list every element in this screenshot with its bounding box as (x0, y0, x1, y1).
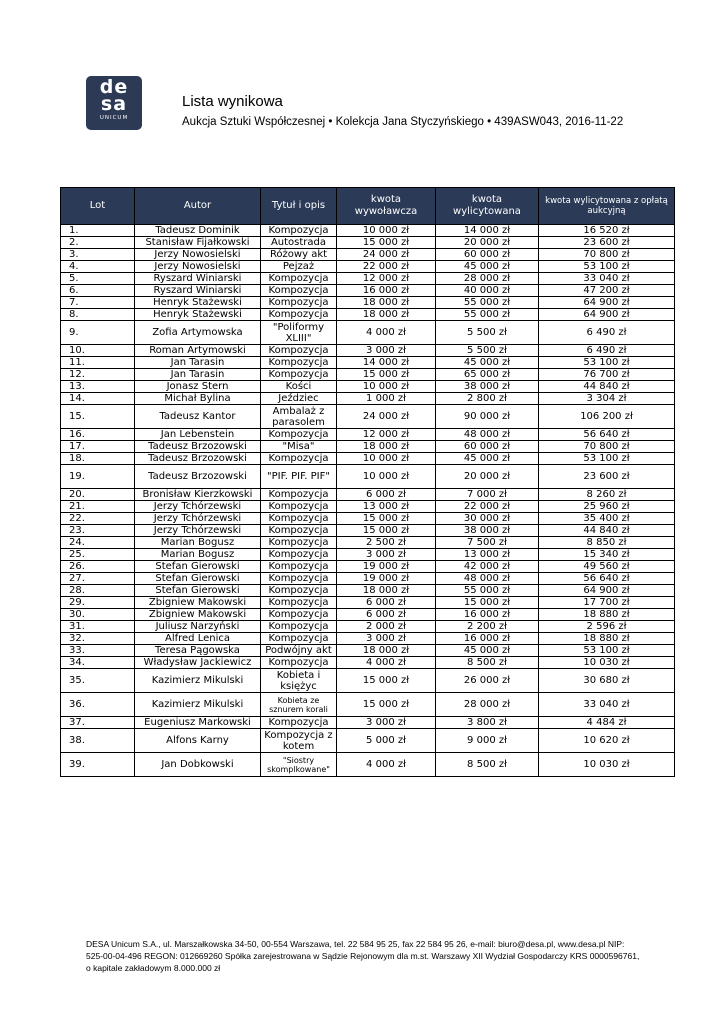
author-cell: Jerzy Tchórzewski (135, 513, 261, 525)
author-cell: Henryk Stażewski (135, 309, 261, 321)
premium-price-cell: 16 520 zł (539, 225, 675, 237)
author-cell: Teresa Pągowska (135, 645, 261, 657)
author-cell: Tadeusz Brzozowski (135, 441, 261, 453)
hammer-price-cell: 7 500 zł (436, 537, 539, 549)
lot-cell: 38. (61, 729, 135, 753)
author-cell: Michał Bylina (135, 393, 261, 405)
author-cell: Jerzy Tchórzewski (135, 501, 261, 513)
hammer-price-cell: 20 000 zł (436, 237, 539, 249)
lot-cell: 5. (61, 273, 135, 285)
hammer-price-cell: 14 000 zł (436, 225, 539, 237)
auction-subtitle: Aukcja Sztuki Współczesnej • Kolekcja Jana Styczyńskiego • 439ASW043, 2016-11-22 (182, 116, 624, 128)
table-row (61, 261, 675, 273)
lot-cell: 13. (61, 381, 135, 393)
table-row (61, 297, 675, 309)
footer-line: o kapitale zakładowym 8.000.000 zł (86, 963, 221, 973)
author-cell: Jonasz Stern (135, 381, 261, 393)
table-row (61, 525, 675, 537)
lot-cell: 39. (61, 753, 135, 777)
start-price-cell: 15 000 zł (337, 525, 436, 537)
hammer-price-cell: 40 000 zł (436, 285, 539, 297)
table-row (61, 357, 675, 369)
start-price-cell: 3 000 zł (337, 633, 436, 645)
start-price-cell: 18 000 zł (337, 585, 436, 597)
author-cell: Bronisław Kierzkowski (135, 489, 261, 501)
table-row (61, 717, 675, 729)
start-price-cell: 3 000 zł (337, 549, 436, 561)
author-cell: Zbigniew Makowski (135, 609, 261, 621)
lot-cell: 15. (61, 405, 135, 429)
title-cell: Kompozycja (261, 621, 337, 633)
title-cell: Kompozycja (261, 285, 337, 297)
hammer-price-cell: 45 000 zł (436, 357, 539, 369)
hammer-price-cell: 45 000 zł (436, 453, 539, 465)
lot-cell: 30. (61, 609, 135, 621)
table-row (61, 657, 675, 669)
hammer-price-cell: 55 000 zł (436, 297, 539, 309)
table-row (61, 561, 675, 573)
author-cell: Tadeusz Kantor (135, 405, 261, 429)
lot-cell: 17. (61, 441, 135, 453)
hammer-price-cell: 60 000 zł (436, 441, 539, 453)
title-cell: Kompozycja (261, 549, 337, 561)
hammer-price-cell: 20 000 zł (436, 465, 539, 489)
table-row (61, 453, 675, 465)
logo-text-de: de (99, 76, 129, 98)
title-cell: Kompozycja (261, 273, 337, 285)
start-price-cell: 10 000 zł (337, 453, 436, 465)
premium-price-cell: 70 800 zł (539, 249, 675, 261)
premium-price-cell: 64 900 zł (539, 309, 675, 321)
table-row (61, 513, 675, 525)
hammer-price-cell: 16 000 zł (436, 609, 539, 621)
lot-cell: 9. (61, 321, 135, 345)
hammer-price-cell: 65 000 zł (436, 369, 539, 381)
title-cell: Kompozycja (261, 597, 337, 609)
hammer-price-cell: 5 500 zł (436, 321, 539, 345)
premium-price-cell: 56 640 zł (539, 573, 675, 585)
lot-cell: 12. (61, 369, 135, 381)
table-row (61, 501, 675, 513)
author-cell: Kazimierz Mikulski (135, 693, 261, 717)
premium-price-cell: 49 560 zł (539, 561, 675, 573)
title-cell: Jeździec (261, 393, 337, 405)
author-cell: Kazimierz Mikulski (135, 669, 261, 693)
author-cell: Stefan Gierowski (135, 561, 261, 573)
author-cell: Roman Artymowski (135, 345, 261, 357)
table-row (61, 693, 675, 717)
premium-price-cell: 53 100 zł (539, 645, 675, 657)
hammer-price-cell: 26 000 zł (436, 669, 539, 693)
hammer-price-cell: 48 000 zł (436, 573, 539, 585)
hammer-price-cell: 2 200 zł (436, 621, 539, 633)
hammer-price-cell: 55 000 zł (436, 309, 539, 321)
author-cell: Stefan Gierowski (135, 573, 261, 585)
title-cell: Kompozycja (261, 657, 337, 669)
title-cell: Kompozycja (261, 429, 337, 441)
author-cell: Jan Dobkowski (135, 753, 261, 777)
premium-price-cell: 70 800 zł (539, 441, 675, 453)
table-header-row (61, 188, 675, 225)
title-cell: Kości (261, 381, 337, 393)
lot-cell: 10. (61, 345, 135, 357)
table-row (61, 621, 675, 633)
table-row (61, 465, 675, 489)
premium-price-cell: 10 620 zł (539, 729, 675, 753)
premium-price-cell: 8 260 zł (539, 489, 675, 501)
title-cell: Kompozycja (261, 561, 337, 573)
author-cell: Jan Lebenstein (135, 429, 261, 441)
title-cell: Kompozycja (261, 501, 337, 513)
hammer-price-cell: 15 000 zł (436, 597, 539, 609)
lot-cell: 27. (61, 573, 135, 585)
premium-price-cell: 4 484 zł (539, 717, 675, 729)
start-price-cell: 2 000 zł (337, 621, 436, 633)
premium-price-cell: 33 040 zł (539, 693, 675, 717)
hammer-price-cell: 55 000 zł (436, 585, 539, 597)
table-row (61, 429, 675, 441)
header-price-with-premium: kwota wylicytowana z opłatą aukcyjną (539, 188, 675, 225)
title-cell: Kompozycja (261, 633, 337, 645)
start-price-cell: 10 000 zł (337, 465, 436, 489)
title-cell: Kobieta ze sznurem korali (261, 693, 337, 717)
start-price-cell: 4 000 zł (337, 321, 436, 345)
header-lot: Lot (61, 188, 135, 225)
title-cell: Różowy akt (261, 249, 337, 261)
title-cell: Kompozycja (261, 585, 337, 597)
premium-price-cell: 106 200 zł (539, 405, 675, 429)
lot-cell: 3. (61, 249, 135, 261)
title-cell: Kompozycja (261, 453, 337, 465)
title-cell: Kompozycja (261, 297, 337, 309)
hammer-price-cell: 16 000 zł (436, 633, 539, 645)
author-cell: Jan Tarasin (135, 357, 261, 369)
author-cell: Tadeusz Brzozowski (135, 465, 261, 489)
title-cell: "Siostry skomplkowane" (261, 753, 337, 777)
author-cell: Stefan Gierowski (135, 585, 261, 597)
table-row (61, 405, 675, 429)
header-author: Autor (135, 188, 261, 225)
footer-line: 525-00-04-496 REGON: 012669260 Spółka zarejestrowana w Sądzie Rejonowym dla m.st. Warszawy XII Wydział Gospodarczy KRS 0000596761, (86, 951, 640, 961)
table-row (61, 753, 675, 777)
title-cell: Kompozycja (261, 225, 337, 237)
table-row (61, 369, 675, 381)
hammer-price-cell: 28 000 zł (436, 693, 539, 717)
hammer-price-cell: 45 000 zł (436, 645, 539, 657)
hammer-price-cell: 22 000 zł (436, 501, 539, 513)
author-cell: Marian Bogusz (135, 537, 261, 549)
table-row (61, 321, 675, 345)
hammer-price-cell: 8 500 zł (436, 753, 539, 777)
lot-cell: 18. (61, 453, 135, 465)
start-price-cell: 13 000 zł (337, 501, 436, 513)
lot-cell: 25. (61, 549, 135, 561)
table-row (61, 309, 675, 321)
premium-price-cell: 64 900 zł (539, 585, 675, 597)
start-price-cell: 10 000 zł (337, 225, 436, 237)
table-row (61, 225, 675, 237)
table-row (61, 393, 675, 405)
author-cell: Zofia Artymowska (135, 321, 261, 345)
table-row (61, 597, 675, 609)
start-price-cell: 4 000 zł (337, 657, 436, 669)
lot-cell: 26. (61, 561, 135, 573)
lot-cell: 19. (61, 465, 135, 489)
table-row (61, 285, 675, 297)
hammer-price-cell: 45 000 zł (436, 261, 539, 273)
lot-cell: 29. (61, 597, 135, 609)
premium-price-cell: 2 596 zł (539, 621, 675, 633)
lot-cell: 28. (61, 585, 135, 597)
author-cell: Henryk Stażewski (135, 297, 261, 309)
author-cell: Stanisław Fijałkowski (135, 237, 261, 249)
author-cell: Ryszard Winiarski (135, 285, 261, 297)
start-price-cell: 3 000 zł (337, 345, 436, 357)
author-cell: Zbigniew Makowski (135, 597, 261, 609)
start-price-cell: 19 000 zł (337, 561, 436, 573)
start-price-cell: 18 000 zł (337, 309, 436, 321)
lot-cell: 11. (61, 357, 135, 369)
premium-price-cell: 44 840 zł (539, 381, 675, 393)
premium-price-cell: 76 700 zł (539, 369, 675, 381)
lot-cell: 14. (61, 393, 135, 405)
lot-cell: 37. (61, 717, 135, 729)
title-cell: Kobieta i księżyc (261, 669, 337, 693)
hammer-price-cell: 60 000 zł (436, 249, 539, 261)
table-row (61, 585, 675, 597)
premium-price-cell: 10 030 zł (539, 657, 675, 669)
company-footer (86, 938, 656, 974)
start-price-cell: 6 000 zł (337, 597, 436, 609)
start-price-cell: 12 000 zł (337, 429, 436, 441)
lot-cell: 33. (61, 645, 135, 657)
start-price-cell: 15 000 zł (337, 513, 436, 525)
premium-price-cell: 10 030 zł (539, 753, 675, 777)
start-price-cell: 15 000 zł (337, 669, 436, 693)
premium-price-cell: 47 200 zł (539, 285, 675, 297)
table-row (61, 537, 675, 549)
lot-cell: 6. (61, 285, 135, 297)
title-cell: "PIF. PIF. PIF" (261, 465, 337, 489)
footer-line: DESA Unicum S.A., ul. Marszałkowska 34-50, 00-554 Warszawa, tel. 22 584 95 25, fax 22 584 95 26, e-mail: biuro@desa.pl, www.desa.pl NIP: (86, 939, 625, 949)
start-price-cell: 24 000 zł (337, 405, 436, 429)
lot-cell: 8. (61, 309, 135, 321)
title-cell: Kompozycja (261, 345, 337, 357)
start-price-cell: 4 000 zł (337, 753, 436, 777)
title-cell: Kompozycja (261, 309, 337, 321)
start-price-cell: 15 000 zł (337, 369, 436, 381)
hammer-price-cell: 3 800 zł (436, 717, 539, 729)
lot-cell: 1. (61, 225, 135, 237)
table-row (61, 489, 675, 501)
lot-cell: 7. (61, 297, 135, 309)
lot-cell: 35. (61, 669, 135, 693)
premium-price-cell: 6 490 zł (539, 345, 675, 357)
author-cell: Tadeusz Dominik (135, 225, 261, 237)
table-row (61, 273, 675, 285)
lot-cell: 22. (61, 513, 135, 525)
hammer-price-cell: 7 000 zł (436, 489, 539, 501)
author-cell: Alfred Lenica (135, 633, 261, 645)
author-cell: Juliusz Narzyński (135, 621, 261, 633)
table-body (61, 225, 675, 777)
premium-price-cell: 23 600 zł (539, 465, 675, 489)
premium-price-cell: 33 040 zł (539, 273, 675, 285)
start-price-cell: 5 000 zł (337, 729, 436, 753)
premium-price-cell: 30 680 zł (539, 669, 675, 693)
title-cell: Kompozycja (261, 369, 337, 381)
author-cell: Ryszard Winiarski (135, 273, 261, 285)
title-cell: Kompozycja (261, 489, 337, 501)
premium-price-cell: 53 100 zł (539, 453, 675, 465)
logo-text-unicum: UNICUM (99, 115, 129, 121)
premium-price-cell: 23 600 zł (539, 237, 675, 249)
premium-price-cell: 64 900 zł (539, 297, 675, 309)
table-row (61, 381, 675, 393)
author-cell: Jan Tarasin (135, 369, 261, 381)
start-price-cell: 16 000 zł (337, 285, 436, 297)
start-price-cell: 22 000 zł (337, 261, 436, 273)
title-cell: Podwójny akt (261, 645, 337, 657)
start-price-cell: 6 000 zł (337, 489, 436, 501)
hammer-price-cell: 30 000 zł (436, 513, 539, 525)
table-row (61, 573, 675, 585)
premium-price-cell: 35 400 zł (539, 513, 675, 525)
desa-unicum-logo (86, 76, 142, 130)
header-title: Tytuł i opis (261, 188, 337, 225)
premium-price-cell: 25 960 zł (539, 501, 675, 513)
table-row (61, 345, 675, 357)
lot-cell: 16. (61, 429, 135, 441)
premium-price-cell: 6 490 zł (539, 321, 675, 345)
start-price-cell: 18 000 zł (337, 441, 436, 453)
lot-cell: 20. (61, 489, 135, 501)
title-cell: Kompozycja (261, 717, 337, 729)
start-price-cell: 18 000 zł (337, 297, 436, 309)
title-cell: "Misa" (261, 441, 337, 453)
title-cell: Kompozycja (261, 525, 337, 537)
lot-cell: 24. (61, 537, 135, 549)
title-cell: "Poliformy XLIII" (261, 321, 337, 345)
premium-price-cell: 53 100 zł (539, 357, 675, 369)
premium-price-cell: 53 100 zł (539, 261, 675, 273)
lot-cell: 21. (61, 501, 135, 513)
author-cell: Jerzy Nowosielski (135, 249, 261, 261)
start-price-cell: 1 000 zł (337, 393, 436, 405)
start-price-cell: 2 500 zł (337, 537, 436, 549)
author-cell: Jerzy Nowosielski (135, 261, 261, 273)
hammer-price-cell: 28 000 zł (436, 273, 539, 285)
start-price-cell: 10 000 zł (337, 381, 436, 393)
start-price-cell: 15 000 zł (337, 237, 436, 249)
premium-price-cell: 3 304 zł (539, 393, 675, 405)
title-cell: Autostrada (261, 237, 337, 249)
header-start-price: kwota wywoławcza (337, 188, 436, 225)
title-cell: Kompozycja (261, 357, 337, 369)
table-row (61, 729, 675, 753)
hammer-price-cell: 90 000 zł (436, 405, 539, 429)
title-cell: Kompozycja z kotem (261, 729, 337, 753)
premium-price-cell: 8 850 zł (539, 537, 675, 549)
lot-cell: 2. (61, 237, 135, 249)
table-row (61, 633, 675, 645)
logo-text-sa: sa (100, 93, 128, 115)
hammer-price-cell: 42 000 zł (436, 561, 539, 573)
start-price-cell: 18 000 zł (337, 645, 436, 657)
premium-price-cell: 18 880 zł (539, 633, 675, 645)
premium-price-cell: 17 700 zł (539, 597, 675, 609)
start-price-cell: 6 000 zł (337, 609, 436, 621)
table-row (61, 645, 675, 657)
table-row (61, 549, 675, 561)
author-cell: Eugeniusz Markowski (135, 717, 261, 729)
lot-cell: 32. (61, 633, 135, 645)
lot-cell: 34. (61, 657, 135, 669)
start-price-cell: 14 000 zł (337, 357, 436, 369)
premium-price-cell: 15 340 zł (539, 549, 675, 561)
title-cell: Kompozycja (261, 609, 337, 621)
start-price-cell: 3 000 zł (337, 717, 436, 729)
table-row (61, 441, 675, 453)
lot-cell: 23. (61, 525, 135, 537)
lot-cell: 31. (61, 621, 135, 633)
table-row (61, 249, 675, 261)
author-cell: Alfons Karny (135, 729, 261, 753)
hammer-price-cell: 5 500 zł (436, 345, 539, 357)
table-row (61, 237, 675, 249)
hammer-price-cell: 13 000 zł (436, 549, 539, 561)
header-hammer-price: kwota wylicytowana (436, 188, 539, 225)
title-cell: Kompozycja (261, 573, 337, 585)
table-row (61, 609, 675, 621)
start-price-cell: 15 000 zł (337, 693, 436, 717)
lot-cell: 4. (61, 261, 135, 273)
results-table (60, 187, 675, 777)
title-cell: Kompozycja (261, 537, 337, 549)
page-title: Lista wynikowa (182, 93, 283, 110)
hammer-price-cell: 9 000 zł (436, 729, 539, 753)
hammer-price-cell: 8 500 zł (436, 657, 539, 669)
lot-cell: 36. (61, 693, 135, 717)
author-cell: Marian Bogusz (135, 549, 261, 561)
title-cell: Kompozycja (261, 513, 337, 525)
title-cell: Ambalaż z parasolem (261, 405, 337, 429)
hammer-price-cell: 2 800 zł (436, 393, 539, 405)
hammer-price-cell: 48 000 zł (436, 429, 539, 441)
premium-price-cell: 44 840 zł (539, 525, 675, 537)
table-row (61, 669, 675, 693)
author-cell: Jerzy Tchórzewski (135, 525, 261, 537)
start-price-cell: 19 000 zł (337, 573, 436, 585)
hammer-price-cell: 38 000 zł (436, 381, 539, 393)
premium-price-cell: 18 880 zł (539, 609, 675, 621)
author-cell: Tadeusz Brzozowski (135, 453, 261, 465)
premium-price-cell: 56 640 zł (539, 429, 675, 441)
start-price-cell: 12 000 zł (337, 273, 436, 285)
hammer-price-cell: 38 000 zł (436, 525, 539, 537)
author-cell: Władysław Jackiewicz (135, 657, 261, 669)
start-price-cell: 24 000 zł (337, 249, 436, 261)
title-cell: Pejzaż (261, 261, 337, 273)
